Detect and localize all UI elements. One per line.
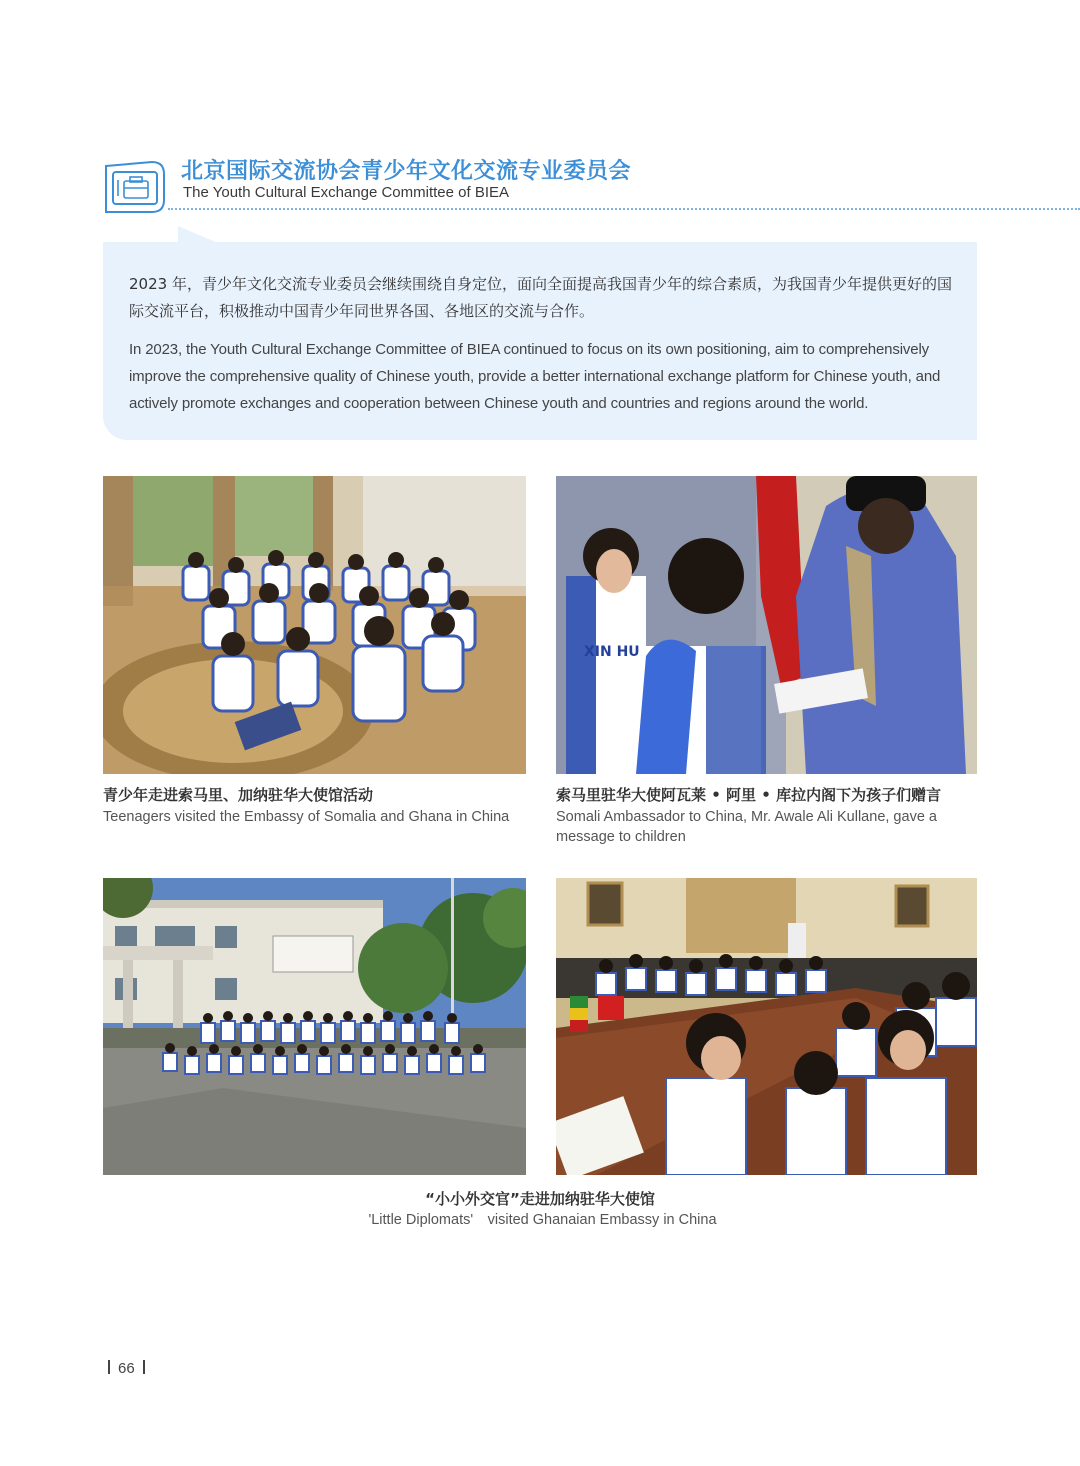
svg-text:XIN HU: XIN HU — [584, 644, 640, 660]
photo-meeting-room — [556, 878, 977, 1175]
photo-caption-en: Somali Ambassador to China, Mr. Awale Ali Kullane, gave a message to children — [556, 809, 937, 845]
title-divider — [168, 208, 1080, 210]
photo-group-outside — [103, 878, 526, 1175]
page-number — [108, 1360, 145, 1377]
intro-paragraph-cn: 2023 年，青少年文化交流专业委员会继续围绕自身定位，面向全面提高我国青少年的综合素质，为我国青少年提供更好的国际交流平台，积极推动中国青少年同世界各国、各地区的交流与合作。 — [129, 275, 952, 320]
page-title: 北京国际交流协会青少年文化交流专业委员会 — [181, 159, 632, 184]
briefcase-icon — [102, 160, 166, 214]
photo-caption-cn: 索马里驻华大使阿瓦莱 • 阿里 • 库拉内阁下为孩子们赠言 — [556, 786, 942, 804]
photo-caption-en: Teenagers visited the Embassy of Somalia and Ghana in China — [103, 809, 510, 825]
intro-paragraph-en: In 2023, the Youth Cultural Exchange Committee of BIEA continued to focus on its own positioning, aim to comprehensively improve the comprehensive quality of Chinese youth, provide a better international exchange platform for Chinese youth, and actively promote exchanges and cooperation between Chinese youth and countries and regions around the world. — [129, 341, 941, 412]
bottom-caption-cn: “小小外交官”走进加纳驻华大使馆 — [425, 1190, 655, 1208]
intro-box-tab — [178, 226, 218, 243]
bottom-caption-en: 'Little Diplomats' visited Ghanaian Embassy in China — [368, 1212, 717, 1228]
page-subtitle: The Youth Cultural Exchange Committee of BIEA — [183, 184, 510, 201]
photo-ambassador-message — [556, 476, 977, 774]
page-number-text: 66 — [118, 1360, 135, 1377]
photo-caption-cn: 青少年走进索马里、加纳驻华大使馆活动 — [103, 786, 374, 804]
photo-embassy-visit — [103, 476, 526, 774]
